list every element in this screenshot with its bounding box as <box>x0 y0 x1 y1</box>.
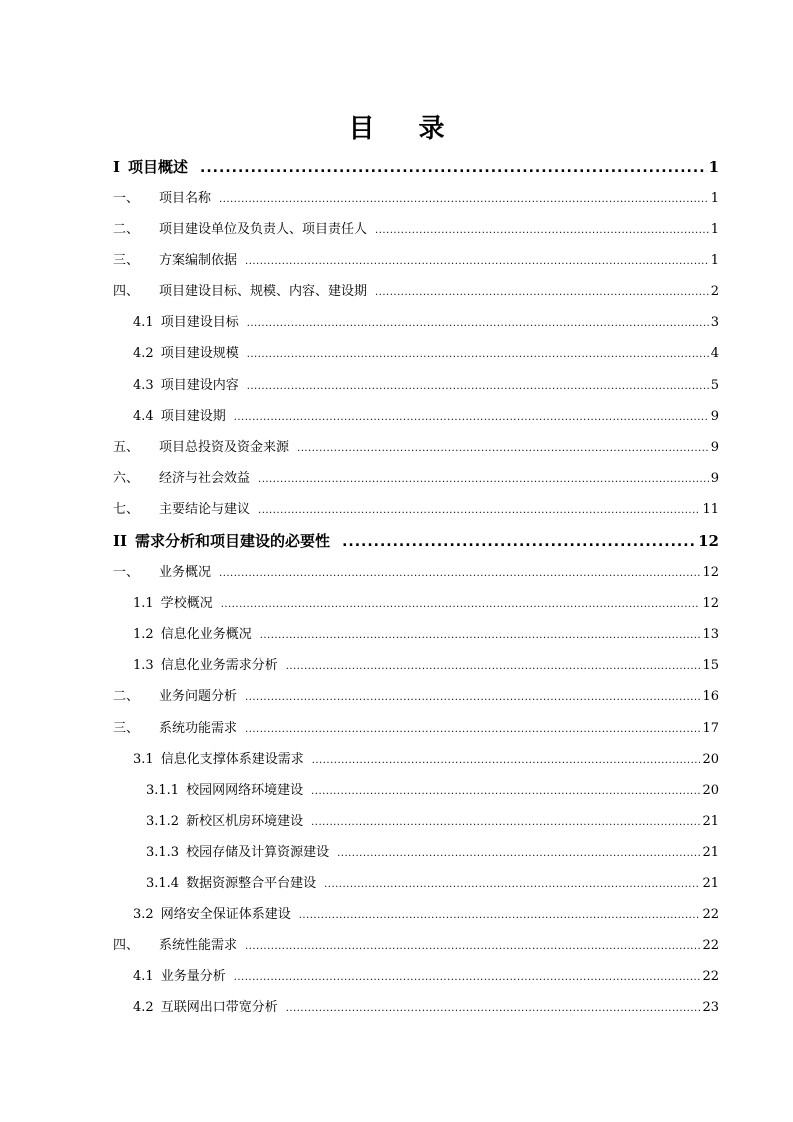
toc-entry-number: 4.4 <box>133 408 154 424</box>
toc-entry-number: 一、 <box>113 191 140 206</box>
toc-page-number: 1 <box>710 191 719 206</box>
toc-entry-number: 4.2 <box>133 346 154 362</box>
toc-entry-number: II <box>113 532 128 551</box>
toc-entry[interactable] <box>113 432 719 463</box>
toc-entry[interactable] <box>113 930 719 961</box>
toc-entry[interactable] <box>113 744 719 775</box>
dot-leader <box>247 371 709 402</box>
dot-leader <box>342 526 696 558</box>
toc-entry-number: 六、 <box>113 470 140 486</box>
toc-entry-label: 业务概况 <box>159 565 212 581</box>
toc-entry-label: 项目概述 <box>128 158 189 176</box>
dot-leader <box>312 745 701 776</box>
toc-entry-label: 网络安全保证体系建设 <box>160 907 291 923</box>
toc-entry-number: 3.2 <box>133 907 154 923</box>
toc-entry[interactable] <box>113 401 719 432</box>
dot-leader <box>219 558 700 589</box>
toc-page-number: 20 <box>702 782 719 798</box>
toc-entry[interactable] <box>113 183 719 214</box>
toc-entry[interactable] <box>113 899 719 930</box>
dot-leader <box>200 152 707 184</box>
toc-page-number: 5 <box>710 377 719 393</box>
toc-entry-label: 互联网出口带宽分析 <box>160 1000 278 1016</box>
toc-page-number: 21 <box>702 844 719 860</box>
toc-entry[interactable] <box>113 619 719 650</box>
dot-leader <box>219 184 709 215</box>
toc-entry-number: 七、 <box>113 501 140 517</box>
toc-entry-label: 项目总投资及资金来源 <box>159 439 290 455</box>
toc-entry-label: 经济与社会效益 <box>159 470 251 486</box>
toc-chapter-entry[interactable] <box>113 525 719 557</box>
toc-page-number: 12 <box>702 596 719 612</box>
toc-entry-number: I <box>113 158 121 176</box>
toc-entry-number: 五、 <box>113 439 140 455</box>
toc-entry-label: 数据资源整合平台建设 <box>186 875 317 891</box>
toc-entry-number: 4.1 <box>133 969 154 985</box>
toc-entry-label: 方案编制依据 <box>159 253 238 269</box>
toc-entry-number: 4.3 <box>133 377 154 393</box>
toc-entry[interactable] <box>113 370 719 401</box>
toc-entry-number: 1.2 <box>133 627 154 643</box>
toc-entry-label: 信息化业务需求分析 <box>160 658 278 674</box>
page-title <box>0 108 793 145</box>
toc-entry[interactable] <box>113 494 719 525</box>
toc-entry-label: 项目建设规模 <box>160 346 239 362</box>
dot-leader <box>258 464 709 495</box>
toc-page-number: 16 <box>702 689 719 705</box>
toc-entry[interactable] <box>113 245 719 276</box>
toc-page-number: 1 <box>710 253 719 269</box>
toc-page-number: 20 <box>702 751 719 767</box>
toc-entry[interactable] <box>113 837 719 868</box>
toc-entry-number: 三、 <box>113 720 140 736</box>
toc-page-number: 12 <box>702 565 719 581</box>
toc-page-number: 1 <box>710 222 719 238</box>
toc-entry-label: 信息化支撑体系建设需求 <box>160 751 304 767</box>
toc-entry-label: 主要结论与建议 <box>159 501 251 517</box>
toc-page-number: 21 <box>702 813 719 829</box>
dot-leader <box>286 993 701 1024</box>
toc-chapter-entry[interactable] <box>113 151 719 183</box>
toc-entry-number: 三、 <box>113 253 140 269</box>
table-of-contents <box>113 151 719 1023</box>
toc-entry-number: 3.1 <box>133 751 154 767</box>
toc-entry[interactable] <box>113 775 719 806</box>
toc-entry-label: 需求分析和项目建设的必要性 <box>135 532 331 551</box>
toc-page-number: 22 <box>702 938 719 954</box>
dot-leader <box>245 246 709 277</box>
toc-page-number: 13 <box>702 627 719 643</box>
toc-entry-label: 系统功能需求 <box>159 720 238 736</box>
toc-entry[interactable] <box>113 307 719 338</box>
dot-leader <box>245 682 700 713</box>
toc-entry[interactable] <box>113 681 719 712</box>
toc-page-number: 3 <box>710 315 719 331</box>
toc-entry-label: 项目建设目标 <box>160 315 239 331</box>
toc-entry[interactable] <box>113 961 719 992</box>
toc-page-number: 1 <box>708 158 719 176</box>
toc-entry-number: 4.2 <box>133 1000 154 1016</box>
title-char-1: 目 <box>348 114 375 144</box>
toc-entry-number: 二、 <box>113 222 140 238</box>
toc-page-number: 15 <box>702 658 719 674</box>
toc-entry[interactable] <box>113 463 719 494</box>
toc-entry-number: 3.1.4 <box>146 875 180 891</box>
toc-entry-number: 二、 <box>113 689 140 705</box>
toc-entry[interactable] <box>113 713 719 744</box>
dot-leader <box>245 714 700 745</box>
toc-page-number: 4 <box>710 346 719 362</box>
toc-entry-number: 四、 <box>113 938 140 954</box>
dot-leader <box>286 651 701 682</box>
toc-page-number: 23 <box>702 1000 719 1016</box>
toc-entry-label: 项目建设期 <box>160 408 226 424</box>
toc-page-number: 21 <box>702 875 719 891</box>
toc-entry-number: 3.1.3 <box>146 844 180 860</box>
dot-leader <box>260 620 701 651</box>
toc-entry[interactable] <box>113 650 719 681</box>
toc-entry-label: 校园存储及计算资源建设 <box>186 844 330 860</box>
toc-entry-label: 项目名称 <box>159 191 212 206</box>
dot-leader <box>337 838 700 869</box>
toc-entry-label: 项目建设目标、规模、内容、建设期 <box>159 284 368 300</box>
toc-entry-number: 一、 <box>113 565 140 581</box>
dot-leader <box>247 339 709 370</box>
toc-page-number: 22 <box>702 907 719 923</box>
toc-entry[interactable] <box>113 992 719 1023</box>
toc-entry-number: 1.3 <box>133 658 154 674</box>
dot-leader <box>247 308 709 339</box>
dot-leader <box>311 807 700 838</box>
toc-page-number: 2 <box>710 284 719 300</box>
toc-entry[interactable] <box>113 214 719 245</box>
toc-entry-label: 业务问题分析 <box>159 689 238 705</box>
toc-page-number: 11 <box>702 501 719 517</box>
dot-leader <box>324 869 700 900</box>
toc-entry[interactable] <box>113 338 719 369</box>
toc-entry[interactable] <box>113 557 719 588</box>
toc-page-number: 9 <box>710 439 719 455</box>
toc-page-number: 17 <box>702 720 719 736</box>
toc-page-number: 12 <box>698 532 719 551</box>
toc-entry-label: 项目建设单位及负责人、项目责任人 <box>159 222 368 238</box>
toc-entry-label: 系统性能需求 <box>159 938 238 954</box>
toc-entry-label: 信息化业务概况 <box>160 627 252 643</box>
toc-entry-label: 项目建设内容 <box>160 377 239 393</box>
toc-page-number: 9 <box>710 470 719 486</box>
dot-leader <box>299 900 701 931</box>
dot-leader <box>311 776 700 807</box>
toc-page-number: 22 <box>702 969 719 985</box>
dot-leader <box>297 433 709 464</box>
toc-entry[interactable] <box>113 868 719 899</box>
toc-entry-label: 学校概况 <box>160 596 213 612</box>
toc-entry-number: 3.1.1 <box>146 782 180 798</box>
dot-leader <box>234 962 701 993</box>
dot-leader <box>375 215 709 246</box>
toc-entry-number: 1.1 <box>133 596 154 612</box>
toc-entry-label: 校园网网络环境建设 <box>186 782 304 798</box>
toc-entry-number: 四、 <box>113 284 140 300</box>
toc-entry[interactable] <box>113 806 719 837</box>
toc-entry-label: 新校区机房环境建设 <box>186 813 304 829</box>
toc-entry-number: 4.1 <box>133 315 154 331</box>
dot-leader <box>375 277 709 308</box>
toc-page-number: 9 <box>710 408 719 424</box>
toc-entry[interactable] <box>113 276 719 307</box>
toc-entry[interactable] <box>113 588 719 619</box>
toc-entry-number: 3.1.2 <box>146 813 180 829</box>
dot-leader <box>258 495 700 526</box>
title-char-2: 录 <box>418 114 445 144</box>
dot-leader <box>245 931 700 962</box>
dot-leader <box>234 402 709 433</box>
dot-leader <box>221 589 701 620</box>
toc-entry-label: 业务量分析 <box>160 969 226 985</box>
